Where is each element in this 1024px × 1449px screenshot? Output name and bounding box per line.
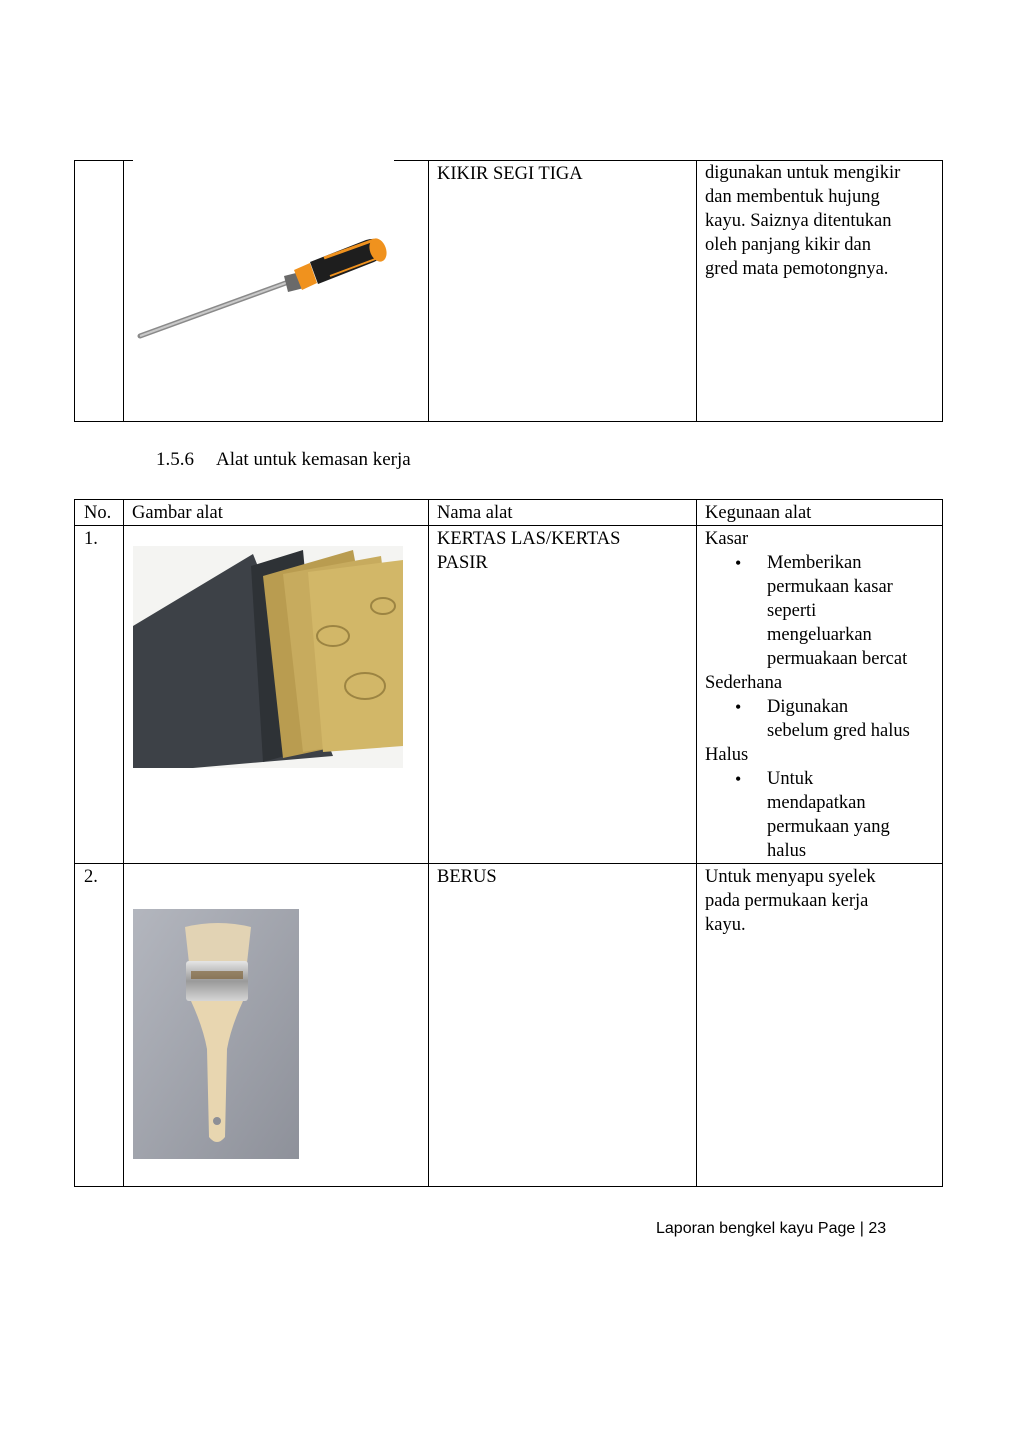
bullet-line: seperti: [767, 601, 817, 621]
desc-line: Untuk menyapu syelek: [705, 867, 876, 887]
bullet-list: [705, 767, 934, 863]
tool-name-line: PASIR: [437, 553, 488, 573]
table-header-row: [75, 500, 943, 526]
bullet-list: [705, 695, 934, 743]
bullet-line: sebelum gred halus: [767, 721, 910, 741]
bullet-list: [705, 551, 934, 671]
paint-brush-image: [133, 909, 299, 1159]
desc-line: dan membentuk hujung: [705, 187, 880, 207]
triangular-file-image: [134, 230, 390, 342]
section-number: 1.5.6: [156, 449, 194, 470]
image-cell-top-border-left: [123, 160, 133, 161]
image-cell-top-border-right: [394, 160, 428, 161]
desc-line: gred mata pemotongnya.: [705, 259, 889, 279]
bullet-line: permuakaan bercat: [767, 649, 908, 669]
tool-use-cell: [697, 864, 943, 1187]
grade-label: Kasar: [705, 529, 749, 549]
section-title: Alat untuk kemasan kerja: [216, 449, 411, 470]
bullet-line: permukaan yang: [767, 817, 890, 837]
bullet-item: [767, 767, 934, 863]
desc-line: oleh panjang kikir dan: [705, 235, 871, 255]
tool-name-line: BERUS: [437, 867, 497, 887]
bullet-item: [767, 551, 934, 671]
header-use: Kegunaan alat: [697, 500, 943, 526]
bullet-item: [767, 695, 934, 743]
bullet-line: mendapatkan: [767, 793, 866, 813]
desc-line: pada permukaan kerja: [705, 891, 869, 911]
bullet-line: • Untuk: [767, 769, 814, 789]
tool-description: [705, 161, 934, 281]
tool-name-line: KERTAS LAS/KERTAS: [437, 529, 621, 549]
tool-name-cell: [429, 864, 697, 1187]
tool-name-cell: [429, 526, 697, 864]
page-footer: Laporan bengkel kayu Page | 23: [656, 1220, 887, 1237]
bullet-line: permukaan kasar: [767, 577, 893, 597]
header-image: Gambar alat: [124, 500, 429, 526]
desc-line: kayu.: [705, 915, 746, 935]
tool-use-cell: [697, 526, 943, 864]
section-heading: [156, 449, 411, 471]
grade-label: Halus: [705, 745, 749, 765]
grade-label: Sederhana: [705, 673, 783, 693]
bullet-line: • Digunakan: [767, 697, 849, 717]
tool-name: KIKIR SEGI TIGA: [437, 164, 583, 184]
desc-line: digunakan untuk mengikir: [705, 163, 901, 183]
bullet-line: halus: [767, 841, 807, 861]
row-no: 2.: [75, 864, 124, 1187]
row-no: 1.: [75, 526, 124, 864]
tool-use-cell: [697, 161, 943, 422]
desc-line: kayu. Saiznya ditentukan: [705, 211, 892, 231]
bullet-line: • Memberikan: [767, 553, 862, 573]
bullet-line: mengeluarkan: [767, 625, 872, 645]
no-cell: [75, 161, 124, 422]
header-no: No.: [75, 500, 124, 526]
header-name: Nama alat: [429, 500, 697, 526]
tool-name-cell: [429, 161, 697, 422]
sandpaper-image: [133, 546, 403, 768]
